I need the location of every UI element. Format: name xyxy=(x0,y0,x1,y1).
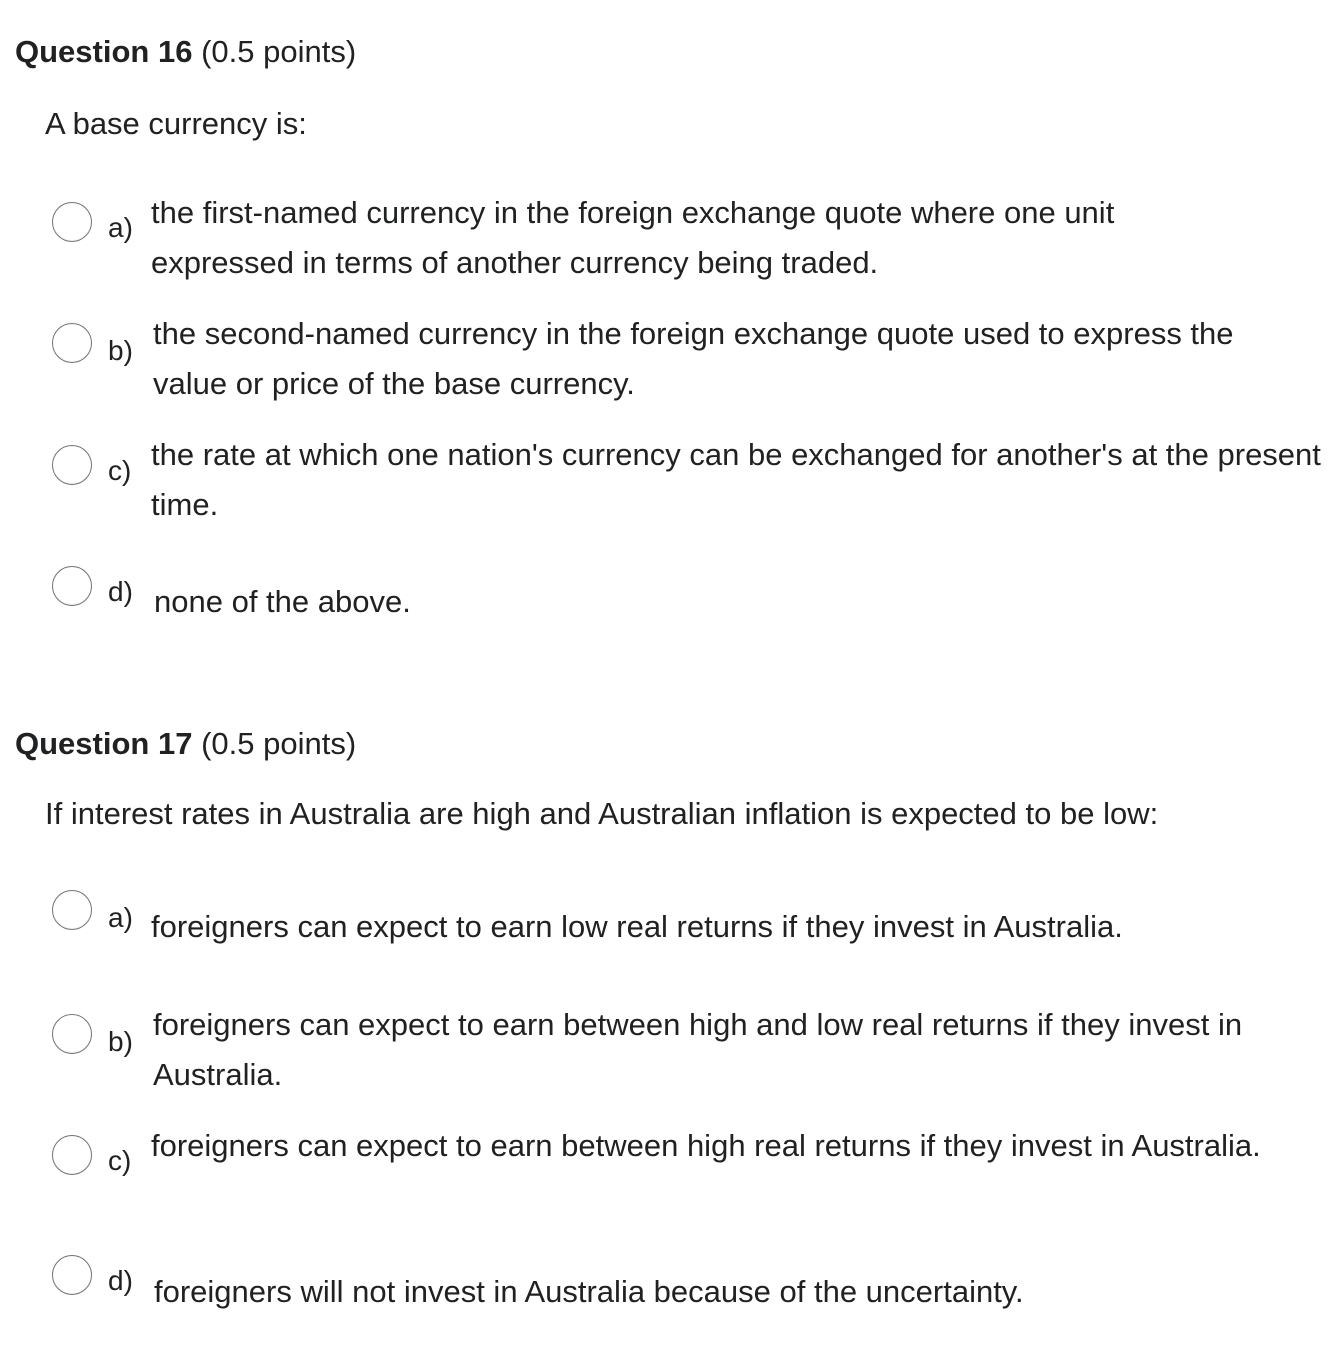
option-letter: c) xyxy=(108,455,132,486)
option-letter: d) xyxy=(108,1265,133,1296)
option-text: foreigners will not invest in Australia because of the uncertainty. xyxy=(154,1274,1024,1309)
question-title: Question 17 xyxy=(15,726,193,761)
option-letter: a) xyxy=(108,212,133,243)
radio-button-d[interactable] xyxy=(52,566,92,606)
radio-button-c[interactable] xyxy=(52,445,92,485)
option-text: foreigners can expect to earn between high real returns if they invest in Australia. xyxy=(151,1128,1261,1163)
option-text: none of the above. xyxy=(154,584,411,619)
option-letter: c) xyxy=(108,1145,132,1176)
option-text: the rate at which one nation's currency can be exchanged for another's at the present time. xyxy=(151,437,1321,522)
question-header xyxy=(15,724,356,764)
radio-button-b[interactable] xyxy=(52,323,92,363)
radio-button-a[interactable] xyxy=(52,890,92,930)
radio-button-b[interactable] xyxy=(52,1014,92,1054)
radio-button-d[interactable] xyxy=(52,1255,92,1295)
option-text: the second-named currency in the foreign exchange quote used to express the value or price of the base currency. xyxy=(153,316,1234,401)
radio-button-c[interactable] xyxy=(52,1135,92,1175)
question-header xyxy=(15,32,356,72)
option-letter: d) xyxy=(108,576,133,607)
radio-button-a[interactable] xyxy=(52,202,92,242)
question-prompt: A base currency is: xyxy=(45,106,307,141)
option-text: foreigners can expect to earn between high and low real returns if they invest in Australia. xyxy=(153,1007,1243,1092)
option-text: the first-named currency in the foreign exchange quote where one unit expressed in terms of another currency being traded. xyxy=(151,195,1115,280)
option-letter: b) xyxy=(108,335,133,366)
question-points: (0.5 points) xyxy=(201,726,357,761)
option-letter: b) xyxy=(108,1026,133,1057)
option-text: foreigners can expect to earn low real returns if they invest in Australia. xyxy=(151,909,1123,944)
question-points: (0.5 points) xyxy=(201,34,357,69)
option-letter: a) xyxy=(108,902,133,933)
question-title: Question 16 xyxy=(15,34,193,69)
question-prompt: If interest rates in Australia are high and Australian inflation is expected to be low: xyxy=(45,796,1159,831)
